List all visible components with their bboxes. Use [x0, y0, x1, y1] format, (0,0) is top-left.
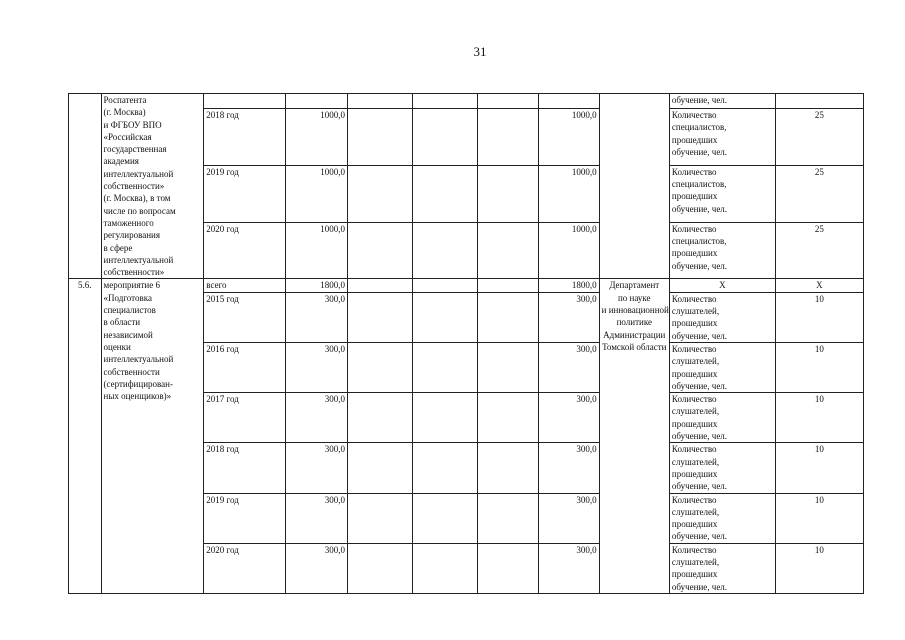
year-cell: 2020 год [204, 543, 286, 593]
empty-cell [412, 222, 477, 279]
text-line: интеллектуальной [103, 354, 174, 365]
page-number: 31 [473, 44, 487, 59]
text-line: обучение, чел. [671, 581, 728, 592]
text-line: слушателей, [671, 306, 720, 317]
text-line: академия [103, 156, 139, 167]
indicator-cell [669, 543, 775, 593]
text-line: и ФГБОУ ВПО [103, 119, 162, 130]
indicator-cell [669, 165, 775, 222]
empty-cell [412, 493, 477, 543]
text-line: слушателей, [671, 456, 720, 467]
text-line: Роспатента [103, 95, 147, 105]
text-line: специалистов, [671, 235, 727, 246]
empty-cell [412, 94, 477, 109]
text-line: оценки [103, 341, 131, 352]
text-line: прошедших [671, 248, 718, 259]
total-cell: 300,0 [286, 493, 348, 543]
total-cell: 1000,0 [286, 165, 348, 222]
empty-cell [477, 292, 538, 342]
other-sources-cell: 300,0 [538, 292, 599, 342]
text-line: прошедших [671, 368, 718, 379]
total-cell: 300,0 [286, 393, 348, 443]
text-line: Количество [671, 223, 717, 234]
table-row [69, 94, 864, 109]
text-line: прошедших [671, 418, 718, 429]
text-line: Количество [671, 166, 717, 177]
text-line: обучение, чел. [671, 431, 728, 442]
indicator-cell [669, 222, 775, 279]
indicator-cell [669, 109, 775, 166]
text-line: Количество [671, 394, 717, 405]
total-cell: 300,0 [286, 342, 348, 392]
text-line: собственности [103, 366, 160, 377]
empty-cell [477, 109, 538, 166]
indicator-cell: обучение, чел. [669, 94, 775, 109]
year-cell: 2015 год [204, 292, 286, 342]
text-line: специалистов, [671, 122, 727, 133]
value-cell: 25 [775, 222, 863, 279]
text-line: (сертифицирован- [103, 378, 173, 389]
text-line: интеллектуальной [103, 168, 174, 179]
empty-cell [347, 443, 412, 493]
text-line: обучение, чел. [671, 380, 728, 391]
value-cell: 10 [775, 543, 863, 593]
text-line: слушателей, [671, 506, 720, 517]
text-line: прошедших [671, 569, 718, 580]
indicator-cell [669, 342, 775, 392]
year-cell: 2018 год [204, 109, 286, 166]
value-cell [775, 94, 863, 109]
text-line: прошедших [671, 519, 718, 530]
total-cell: 1800,0 [286, 279, 348, 292]
text-line: собственности» [103, 181, 165, 192]
value-cell: Х [775, 279, 863, 292]
text-line: слушателей, [671, 356, 720, 367]
value-cell: 10 [775, 292, 863, 342]
number-cell [69, 94, 102, 279]
activity-name-cell [101, 94, 204, 279]
text-line: Количество [671, 544, 717, 555]
empty-cell [412, 292, 477, 342]
total-cell: 300,0 [286, 292, 348, 342]
empty-cell [347, 493, 412, 543]
text-line: специалистов [103, 305, 156, 316]
text-line: числе по вопросам [103, 205, 176, 216]
empty-cell [347, 94, 412, 109]
empty-cell [412, 342, 477, 392]
text-line: собственности» [103, 267, 165, 278]
text-line: обучение, чел. [671, 481, 728, 492]
text-line: интеллектуальной [103, 254, 174, 265]
empty-cell [477, 279, 538, 292]
text-line: и инновационной [601, 305, 669, 316]
other-sources-cell: 1000,0 [538, 109, 599, 166]
year-cell: 2017 год [204, 393, 286, 443]
empty-cell [477, 393, 538, 443]
other-sources-cell: 300,0 [538, 443, 599, 493]
text-line: в области [103, 317, 141, 328]
text-line: обучение, чел. [671, 330, 728, 341]
indicator-cell [669, 443, 775, 493]
executor-cell [599, 94, 669, 279]
other-sources-cell: 300,0 [538, 342, 599, 392]
other-sources-cell: 1000,0 [538, 165, 599, 222]
value-cell: 10 [775, 342, 863, 392]
value-cell: 10 [775, 393, 863, 443]
empty-cell [412, 165, 477, 222]
text-line: Количество [671, 293, 717, 304]
indicator-cell [669, 493, 775, 543]
text-line: Администрации [603, 329, 666, 340]
year-cell: 2016 год [204, 342, 286, 392]
text-line: прошедших [671, 134, 718, 145]
number-cell: 5.6. [69, 279, 102, 593]
text-line: обучение, чел. [671, 531, 728, 542]
value-cell: 10 [775, 443, 863, 493]
empty-cell [347, 222, 412, 279]
table-row [69, 279, 864, 292]
text-line: прошедших [671, 318, 718, 329]
text-line: «Подготовка [103, 292, 152, 303]
indicator-cell [669, 292, 775, 342]
empty-cell [477, 342, 538, 392]
text-line: «Российская [103, 131, 152, 142]
text-line: обучение, чел. [671, 146, 728, 157]
empty-cell [347, 279, 412, 292]
text-line: регулирования [103, 230, 160, 241]
empty-cell [347, 292, 412, 342]
value-cell: 25 [775, 165, 863, 222]
text-line: Департамент [609, 280, 660, 291]
empty-cell [347, 393, 412, 443]
empty-cell [204, 94, 286, 109]
empty-cell [412, 109, 477, 166]
text-line: Количество [671, 494, 717, 505]
year-cell: 2020 год [204, 222, 286, 279]
text-line: по науке [617, 292, 651, 303]
total-cell: 300,0 [286, 443, 348, 493]
text-line: Количество [671, 110, 717, 121]
text-line: таможенного [103, 217, 154, 228]
empty-cell [538, 94, 599, 109]
other-sources-cell: 1800,0 [538, 279, 599, 292]
year-cell: всего [204, 279, 286, 292]
empty-cell [286, 94, 348, 109]
text-line: обучение, чел. [671, 203, 728, 214]
program-table [68, 93, 864, 594]
empty-cell [412, 443, 477, 493]
empty-cell [412, 393, 477, 443]
year-cell: 2018 год [204, 443, 286, 493]
other-sources-cell: 300,0 [538, 543, 599, 593]
empty-cell [412, 543, 477, 593]
year-cell: 2019 год [204, 493, 286, 543]
text-line: специалистов, [671, 179, 727, 190]
empty-cell [347, 543, 412, 593]
empty-cell [477, 94, 538, 109]
empty-cell [412, 279, 477, 292]
text-line: Томской области [602, 341, 667, 352]
value-cell: 25 [775, 109, 863, 166]
indicator-cell [669, 393, 775, 443]
empty-cell [477, 493, 538, 543]
text-line: (г. Москва), в том [103, 193, 171, 204]
empty-cell [347, 165, 412, 222]
text-line: слушателей, [671, 406, 720, 417]
table-body [69, 94, 864, 594]
empty-cell [347, 342, 412, 392]
total-cell: 300,0 [286, 543, 348, 593]
empty-cell [477, 443, 538, 493]
text-line: прошедших [671, 191, 718, 202]
other-sources-cell: 300,0 [538, 493, 599, 543]
text-line: независимой [103, 329, 153, 340]
text-line: государственная [103, 144, 167, 155]
other-sources-cell: 300,0 [538, 393, 599, 443]
value-cell: 10 [775, 493, 863, 543]
text-line: мероприятие 6 [103, 280, 160, 291]
total-cell: 1000,0 [286, 109, 348, 166]
text-line: (г. Москва) [103, 107, 146, 118]
year-cell: 2019 год [204, 165, 286, 222]
text-line: ных оценщиков)» [103, 391, 172, 402]
indicator-cell: Х [669, 279, 775, 292]
empty-cell [477, 222, 538, 279]
text-line: Количество [671, 444, 717, 455]
executor-cell [599, 279, 669, 593]
text-line: прошедших [671, 468, 718, 479]
text-line: в сфере [103, 242, 133, 253]
empty-cell [477, 543, 538, 593]
total-cell: 1000,0 [286, 222, 348, 279]
other-sources-cell: 1000,0 [538, 222, 599, 279]
activity-name-cell [101, 279, 204, 593]
text-line: обучение, чел. [671, 260, 728, 271]
text-line: политике [616, 317, 652, 328]
empty-cell [347, 109, 412, 166]
empty-cell [477, 165, 538, 222]
text-line: Количество [671, 343, 717, 354]
text-line: слушателей, [671, 556, 720, 567]
